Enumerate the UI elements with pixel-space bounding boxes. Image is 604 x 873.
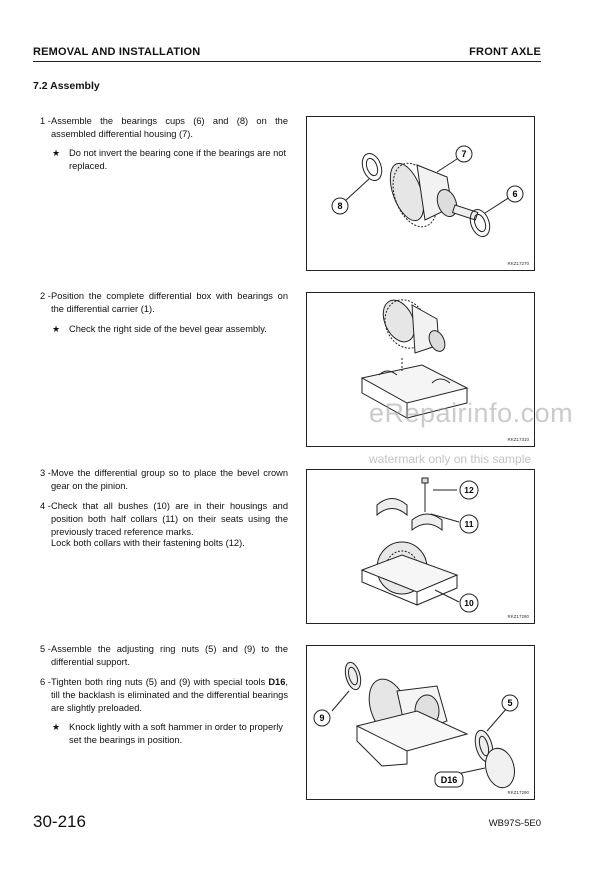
callout-10: 10 (464, 598, 474, 608)
callout-6: 6 (512, 189, 518, 199)
figure-half-collars (306, 469, 535, 624)
note-2 (52, 323, 290, 336)
step-2 (40, 290, 288, 316)
watermark-sub: watermark only on this sample (369, 452, 532, 466)
watermark-main: eRepairinfo.com (369, 398, 574, 428)
model-code: WB97S-5E0 (488, 818, 541, 829)
note-text: Knock lightly with a soft hammer in order to properly set the bearings in position. (69, 722, 283, 746)
star-icon: ★ (52, 722, 61, 732)
step-text: Assemble the bearings cups (6) and (8) on the assembled differential housing (7). (51, 116, 288, 140)
tool-code: D16 (268, 677, 286, 687)
step-4 (40, 500, 288, 540)
step-number: 5 - (40, 644, 51, 654)
note-3 (52, 721, 290, 747)
note-text: Do not invert the bearing cone if the bearings are not replaced. (69, 148, 287, 172)
step-number: 3 - (40, 468, 51, 478)
step-text: Lock both collars with their fastening bolts (12). (51, 538, 245, 548)
step-text: Assemble the adjusting ring nuts (5) and (9) to the differential support. (51, 644, 288, 668)
callout-5: 5 (507, 698, 513, 708)
header-section: REMOVAL AND INSTALLATION (33, 46, 201, 58)
step-1 (40, 115, 288, 141)
step-5 (40, 643, 288, 669)
section-title: 7.2 Assembly (33, 80, 100, 92)
step-6 (40, 676, 288, 716)
callout-12: 12 (464, 485, 474, 495)
step-text: Check that all bushes (10) are in their housings and position both half collars (11) on their seats using the previously traced reference marks. (51, 501, 288, 538)
callout-8: 8 (337, 201, 343, 211)
figure-ring-nuts (306, 645, 535, 800)
figure-code: RKZ17310 (507, 437, 529, 442)
note-text: Check the right side of the bevel gear assembly. (69, 324, 267, 334)
callout-labels (307, 470, 534, 623)
callout-labels (307, 117, 534, 270)
callout-7: 7 (461, 149, 467, 159)
figure-code: RKZ17270 (507, 261, 529, 266)
header-chapter: FRONT AXLE (469, 46, 541, 58)
step-number: 4 - (40, 501, 51, 511)
step-number: 6 - (40, 677, 51, 687)
step-4-continued (40, 537, 288, 550)
page-number: 30-216 (33, 812, 86, 831)
step-text-after: , till the backlash is eliminated and the differential bearings are slightly preloaded. (51, 677, 288, 714)
page-header (33, 44, 541, 60)
step-text: Position the complete differential box with bearings on the differential carrier (1). (51, 291, 288, 315)
note-1 (52, 147, 290, 173)
callout-9: 9 (319, 713, 325, 723)
figure-bearing-cups (306, 116, 535, 271)
star-icon: ★ (52, 148, 61, 158)
step-text-before: Tighten both ring nuts (5) and (9) with special tools (51, 677, 269, 687)
step-text (40, 676, 288, 716)
header-rule (33, 61, 541, 62)
step-number: 2 - (40, 291, 51, 301)
figure-code: RKZ17290 (507, 790, 529, 795)
callout-labels (307, 646, 534, 799)
callout-d16: D16 (440, 775, 458, 785)
step-number: 1 - (40, 116, 51, 126)
step-text: Move the differential group so to place the bevel crown gear on the pinion. (51, 468, 288, 492)
callout-11: 11 (464, 519, 474, 529)
step-3 (40, 467, 288, 493)
star-icon: ★ (52, 324, 61, 334)
figure-code: RKZ17280 (507, 614, 529, 619)
